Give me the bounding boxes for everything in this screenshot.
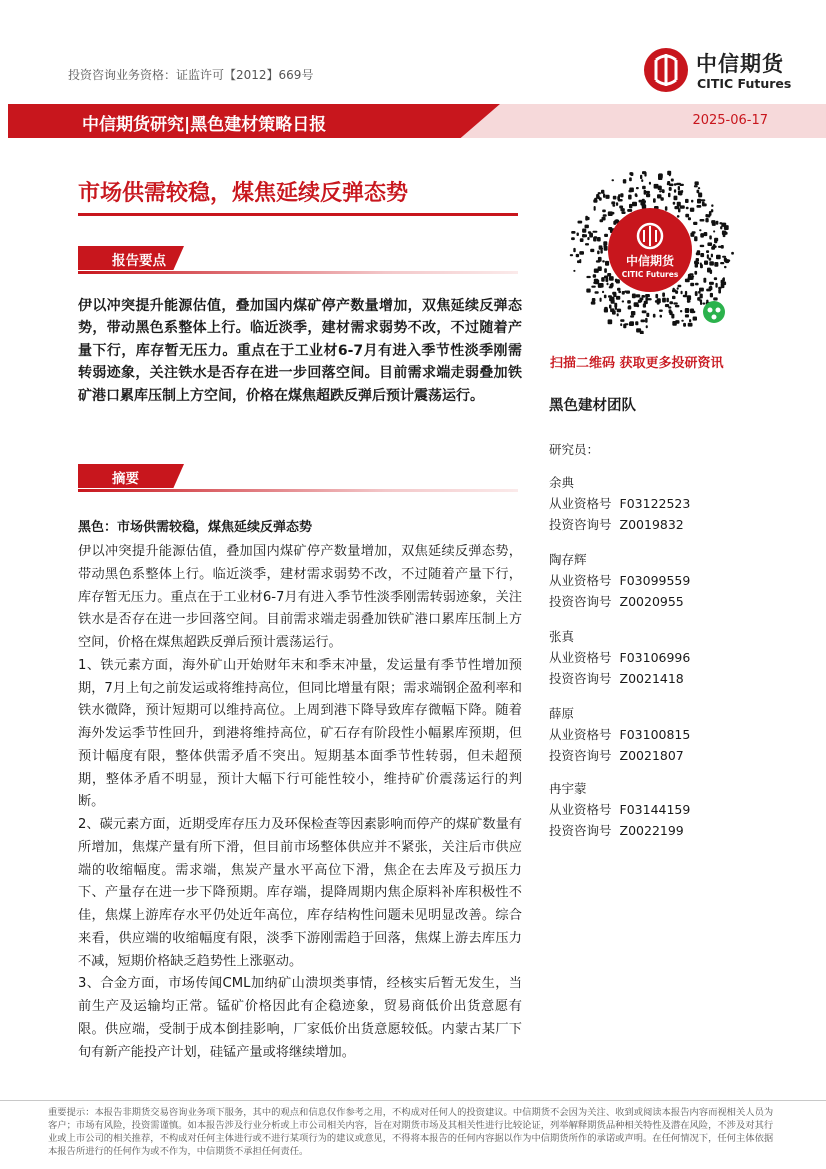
license-number: Z0019832 xyxy=(619,517,684,532)
license-label: 投资咨询号 xyxy=(549,594,612,609)
analyst-card xyxy=(549,549,690,612)
report-headline: 市场供需较稳，煤焦延续反弹态势 xyxy=(78,181,409,206)
analyst-card xyxy=(549,703,690,766)
license-number: F03122523 xyxy=(619,496,691,511)
license-number: F03099559 xyxy=(619,573,691,588)
license-number: F03144159 xyxy=(619,802,691,817)
license-text: 投资咨询业务资格：证监许可【2012】669号 xyxy=(68,68,314,82)
license-label: 投资咨询号 xyxy=(549,671,612,686)
abstract-paragraph: 3、合金方面，市场传闻CML加纳矿山溃坝类事情，经核实后暂无发生，当前生产及运输均正常。锰矿价格因此有企稳迹象，贸易商低价出货意愿有限。供应端，受制于成本倒挂影响，厂家低价出货意愿较低。内蒙古某厂下旬有新产能投产计划，硅锰产量或将继续增加。 xyxy=(78,976,522,1060)
abstract-paragraph: 1、铁元素方面，海外矿山开始财年末和季末冲量，发运量有季节性增加预期，7月上旬之前发运或将维持高位，但同比增量有限；需求端钢企盈利率和铁水微降，预计短期可以维持高位。上周到港下降导致库存微幅下降。随着海外发运季节性回升，到港将维持高位，矿石存有阶段性小幅累库预期，但预计幅度有限，整体供需矛盾不突出。短期基本面季节性转弱，但未超预期，整体矛盾不明显，预计大幅下行可能性较小，维持矿价震荡运行的判断。 xyxy=(78,657,522,810)
qr-center-badge xyxy=(608,208,692,292)
abstract-body xyxy=(78,541,522,1064)
citic-logo xyxy=(642,46,812,98)
analyst-name: 张真 xyxy=(549,629,575,644)
abstract-paragraph: 伊以冲突提升能源估值，叠加国内煤矿停产数量增加，双焦延续反弹态势，带动黑色系整体上行。临近淡季，建材需求弱势不改，不过随着产量下行，库存暂无压力。重点在于工业材6-7月有进入季节性淡季刚需转弱迹象，关注铁水是否存在进一步回落空间。目前需求端走弱叠加铁矿港口累库压制上方空间，价格在煤焦超跌反弹后预计震荡运行。 xyxy=(78,544,522,650)
license-label: 从业资格号 xyxy=(549,573,612,588)
analyst-card xyxy=(549,472,690,535)
qr-center-name-en: CITIC Futures xyxy=(621,270,679,279)
analyst-name: 冉宇蒙 xyxy=(549,781,587,796)
qr-code[interactable] xyxy=(566,166,734,334)
logo-name-en: CITIC Futures xyxy=(697,76,792,91)
abstract-paragraph: 2、碳元素方面，近期受库存压力及环保检查等因素影响而停产的煤矿数量有所增加，焦煤产量有所下滑，但目前市场整体供应并不紧张，关注后市供应端的收缩幅度。需求端，焦炭产量水平高位下滑，焦企在去库及亏损压力下、产量存在进一步下降预期。库存端，提降周期内焦企原料补库积极性不佳，焦煤上游库存水平仍处近年高位，库存结构性问题未见明显改善。综合来看，供应端的收缩幅度有限，淡季下游刚需趋于回落，焦煤上游去库压力不减，短期价格缺乏趋势性上涨驱动。 xyxy=(78,817,522,969)
key-points-text: 伊以冲突提升能源估值，叠加国内煤矿停产数量增加，双焦延续反弹态势，带动黑色系整体上行。临近淡季，建材需求弱势不改，不过随着产量下行，库存暂无压力。重点在于工业材6-7月有进入季节性淡季刚需转弱迹象，关注铁水是否存在进一步回落空间。目前需求端走弱叠加铁矿港口累库压制上方空间，价格在煤焦超跌反弹后预计震荡运行。 xyxy=(78,298,522,404)
section-key-points-label: 报告要点 xyxy=(112,253,166,269)
license-label: 从业资格号 xyxy=(549,496,612,511)
qr-code-image xyxy=(566,166,734,334)
license-number: Z0021418 xyxy=(619,671,684,686)
report-date: 2025-06-17 xyxy=(692,113,768,128)
license-label: 从业资格号 xyxy=(549,650,612,665)
abstract-heading: 黑色：市场供需较稳，煤焦延续反弹态势 xyxy=(78,520,313,535)
disclaimer-text: 重要提示：本报告非期货交易咨询业务项下服务，其中的观点和信息仅作参考之用，不构成对任何人的投资建议。中信期货不会因为关注、收到或阅读本报告内容而视相关人员为客户；市场有风险，投资需谨慎。如本报告涉及行业分析或上市公司相关内容，旨在对期货市场及其相关性进行比较论证，列举解释期货品种相关特性及潜在风险，不涉及对其行业或上市公司的相关推荐，不构成对任何主体进行或不进行某项行为的建议或意见，不得将本报告的任何内容据以作为中信期货所作的承诺或声明。在任何情况下，任何主体依据本报告所进行的任何作为或不作为，中信期货不承担任何责任。 xyxy=(48,1107,774,1157)
researchers-label: 研究员： xyxy=(549,442,600,457)
citic-logo-icon xyxy=(642,46,690,94)
wechat-icon xyxy=(703,301,725,323)
license-number: Z0022199 xyxy=(619,823,684,838)
banner-title: 中信期货研究|黑色建材策略日报 xyxy=(82,115,327,135)
logo-name-cn: 中信期货 xyxy=(696,52,784,76)
headline-divider xyxy=(78,213,518,216)
section-key-points xyxy=(78,246,518,274)
license-label: 从业资格号 xyxy=(549,802,612,817)
license-number: F03106996 xyxy=(619,650,691,665)
qr-caption: 扫描二维码 获取更多投研资讯 xyxy=(550,356,724,371)
analyst-name: 余典 xyxy=(549,475,575,490)
analyst-card xyxy=(549,778,690,841)
footer-divider xyxy=(0,1100,826,1101)
analyst-name: 薛原 xyxy=(549,706,575,721)
analyst-name: 陶存辉 xyxy=(549,552,587,567)
report-banner xyxy=(8,104,826,138)
section-abstract xyxy=(78,464,518,492)
license-label: 投资咨询号 xyxy=(549,823,612,838)
team-name: 黑色建材团队 xyxy=(549,398,636,414)
section-abstract-label: 摘要 xyxy=(112,471,139,487)
license-number: Z0021807 xyxy=(619,748,684,763)
analyst-card xyxy=(549,626,690,689)
qr-center-name-cn: 中信期货 xyxy=(625,254,675,268)
license-label: 投资咨询号 xyxy=(549,517,612,532)
license-label: 从业资格号 xyxy=(549,727,612,742)
license-label: 投资咨询号 xyxy=(549,748,612,763)
license-number: F03100815 xyxy=(619,727,691,742)
license-number: Z0020955 xyxy=(619,594,684,609)
